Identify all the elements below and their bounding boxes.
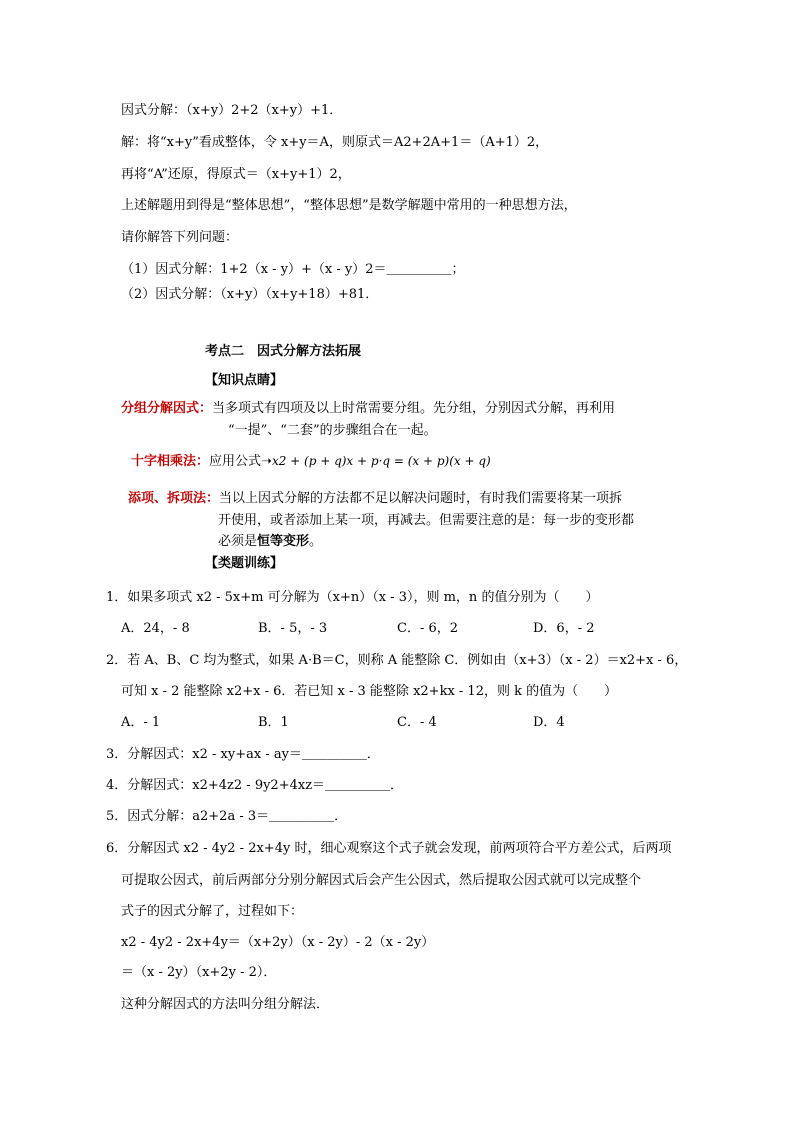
intro-question-1: （1）因式分解：1+2（x - y）+（x - y）2＝＿＿＿＿＿；	[121, 262, 465, 277]
problem-2-option-c: C．- 4	[397, 715, 437, 730]
addsplit-text-3b: 恒等变形	[257, 534, 310, 549]
problem-1-option-c: C．- 6，2	[397, 621, 459, 636]
arrow-icon: ➝	[261, 454, 272, 469]
problem-1: 1．如果多项式 x2 - 5x+m 可分解为（x+n）（x - 3），则 m，n 的值分别为（ ）	[106, 590, 599, 605]
problem-1-option-d: D．6，- 2	[533, 621, 595, 636]
addsplit-text-3a: 必须是	[218, 534, 258, 549]
addsplit-text-1: 当以上因式分解的方法都不足以解决问题时，有时我们需要将某一项拆	[219, 491, 623, 506]
intro-line-4: 上述解题用到得是“整体思想”，“整体思想”是数学解题中常用的一种思想方法，	[121, 198, 577, 213]
section-title: 考点二 因式分解方法拓展	[205, 344, 362, 359]
addsplit-method	[128, 490, 622, 508]
cross-label: 十字相乘法：	[131, 454, 210, 469]
knowledge-header: 【知识点睛】	[205, 373, 284, 388]
cross-method	[131, 452, 491, 471]
problem-1-option-b: B．- 5，- 3	[258, 621, 328, 636]
problem-6-line-6: 这种分解因式的方法叫分组分解法．	[121, 997, 330, 1012]
grouping-text-2: “一提”、“二套”的步骤组合在一起。	[228, 423, 437, 438]
intro-line-2: 解：将“x+y”看成整体，令 x+y＝A，则原式＝A2+2A+1＝（A+1）2，	[121, 135, 549, 150]
problem-2-line-1: 2．若 A、B、C 均为整式，如果 A·B＝C，则称 A 能整除 C．例如由（x+3）（x - 2）＝x2+x - 6，	[106, 653, 688, 668]
problem-2-line-2: 可知 x - 2 能整除 x2+x - 6．若已知 x - 3 能整除 x2+kx - 12，则 k 的值为（ ）	[121, 684, 618, 699]
problem-2-option-d: D．4	[533, 715, 565, 730]
addsplit-text-3	[218, 533, 322, 551]
problem-4: 4．分解因式：x2+4z2 - 9y2+4xz＝＿＿＿＿＿．	[106, 778, 404, 793]
problem-3: 3．分解因式：x2 - xy+ax - ay＝＿＿＿＿＿．	[106, 747, 380, 762]
problem-6-line-1: 6．分解因式 x2 - 4y2 - 2x+4y 时，细心观察这个式子就会发现，前两项符合平方差公式，后两项	[106, 841, 672, 856]
problem-2-option-b: B．1	[258, 715, 289, 730]
intro-line-1: 因式分解：（x+y）2+2（x+y）+1．	[121, 103, 343, 118]
cross-formula: x2 + (p + q)x + p·q = (x + p)(x + q)	[271, 454, 491, 468]
intro-line-5: 请你解答下列问题：	[121, 230, 239, 245]
addsplit-text-2: 开使用，或者添加上某一项，再减去。但需要注意的是：每一步的变形都	[218, 513, 635, 528]
intro-line-3: 再将“A”还原，得原式＝（x+y+1）2，	[121, 167, 351, 182]
problem-1-option-a: A．24，- 8	[121, 621, 190, 636]
cross-text: 应用公式	[209, 454, 262, 469]
problem-6-line-2: 可提取公因式，前后两部分分别分解因式后会产生公因式，然后提取公因式就可以完成整个	[121, 873, 642, 888]
grouping-text-1: 当多项式有四项及以上时常需要分组。先分组，分别因式分解，再利用	[212, 401, 616, 416]
problem-6-line-5: ＝（x - 2y）（x+2y - 2）．	[121, 965, 277, 980]
grouping-method	[121, 400, 615, 418]
grouping-label: 分组分解因式：	[121, 401, 213, 416]
problem-6-line-3: 式子的因式分解了，过程如下：	[121, 904, 304, 919]
addsplit-text-3c: 。	[309, 534, 323, 549]
addsplit-label: 添项、拆项法：	[128, 491, 220, 506]
intro-question-2: （2）因式分解：（x+y）（x+y+18）+81．	[121, 287, 379, 302]
problem-5: 5．因式分解：a2+2a - 3＝＿＿＿＿＿．	[106, 809, 348, 824]
training-header: 【类题训练】	[205, 556, 284, 571]
problem-6-line-4: x2 - 4y2 - 2x+4y＝（x+2y）（x - 2y）- 2（x - 2y）	[121, 935, 435, 950]
problem-2-option-a: A．- 1	[121, 715, 161, 730]
